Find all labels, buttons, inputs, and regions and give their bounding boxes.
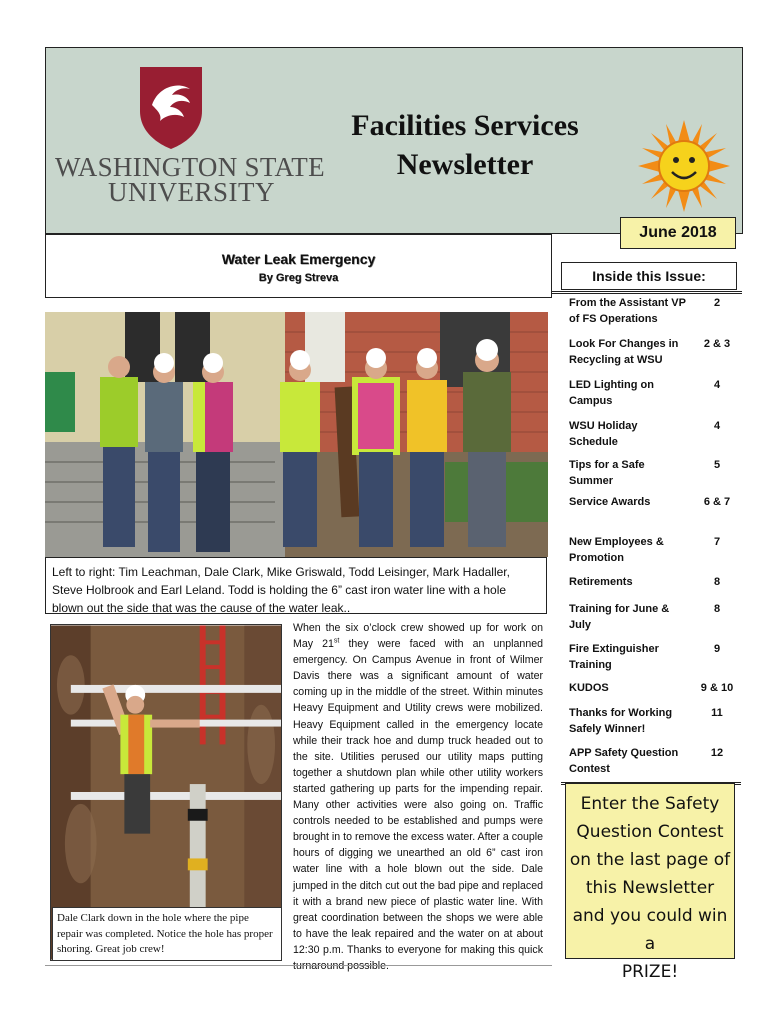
article-title: Water Leak Emergency	[221, 251, 376, 267]
toc-entry-title: New Employees & Promotion	[569, 536, 664, 564]
inside-issue-heading: Inside this Issue:	[561, 262, 737, 290]
toc-entry-title: WSU Holiday Schedule	[569, 420, 638, 448]
toc-entry-title: Fire Extinguisher Training	[569, 643, 659, 671]
toc-entry-page: 8	[713, 576, 721, 588]
contest-line: PRIZE!	[621, 962, 679, 982]
toc-entry-title: Thanks for Working Safely Winner!	[569, 707, 673, 735]
contest-line: and you could win a	[572, 906, 728, 954]
toc-entry-title: Retirements	[569, 576, 633, 588]
contest-line: this Newsletter	[585, 878, 715, 898]
crew-group-photo	[45, 312, 548, 557]
toc-entry-page: 4	[713, 379, 721, 391]
toc-entry-title: Look For Changes in Recycling at WSU	[569, 338, 679, 366]
article-byline: By Greg Streva	[258, 272, 339, 284]
newsletter-title-line2: Newsletter	[396, 148, 534, 181]
toc-entry-page: 5	[713, 459, 721, 471]
smiling-sun-icon	[638, 120, 730, 212]
inside-issue-divider	[552, 291, 742, 294]
contest-line: Question Contest	[576, 822, 724, 842]
toc-entry-title: APP Safety Question Contest	[569, 747, 679, 775]
contest-line: Enter the Safety	[580, 794, 720, 814]
article-body-part2: they were faced with an unplanned emergency. On Campus Avenue in front of Wilmer Davis there was a significant amount of water coming up in the middle of the street. Within minutes Heavy Equipment and Utility crews were mobilized. Heavy Equipment called in the emergency locate while their track hoe and dump truck headed out to the site. Utilities perused our utility maps putting together a shutdown plan while other utility workers started gathering up parts for the impending repair. Many other activities were also going on. Traffic controls needed to be established and pumps were brought in to remove the excess water. After a couple hours of digging we unearthed an old 6” cast iron water line with a hole blown out the side. Dale jumped in the ditch cut out the bad pipe and replaced it with a brand new piece of plastic water line. With great coordination between the shops we were able to have the leak repaired and the water on at about 12:30 p.m. Thanks to everyone for making this quick turnaround possible.	[293, 638, 543, 972]
safety-contest-callout	[565, 783, 735, 982]
contest-line: on the last page of	[569, 850, 731, 870]
toc-entry-page: 7	[713, 536, 721, 548]
article-body-part1: When the six o’clock crew showed up for work on May 21	[293, 622, 543, 651]
ordinal-suffix: st	[333, 637, 340, 645]
toc-entry-page: 9 & 10	[700, 682, 734, 694]
toc-entry-page: 2 & 3	[703, 338, 731, 350]
university-name-line2: UNIVERSITY	[108, 177, 275, 207]
university-name-line1: WASHINGTON STATE	[55, 152, 325, 182]
article-body	[293, 620, 543, 974]
toc-entry-page: 6 & 7	[703, 496, 731, 508]
toc-entry-page: 9	[713, 643, 721, 655]
toc-entry-title: Training for June & July	[569, 603, 670, 631]
toc-entry-page: 8	[713, 603, 721, 615]
wsu-shield-logo	[138, 65, 204, 151]
photo2-caption: Dale Clark down in the hole where the pipe repair was completed. Notice the hole has proper shoring. Great job crew!	[52, 907, 282, 961]
issue-date-badge: June 2018	[620, 217, 736, 249]
toc-entry-page: 11	[711, 707, 723, 719]
toc-entry-title: From the Assistant VP of FS Operations	[569, 297, 686, 325]
toc-entry-title: KUDOS	[569, 682, 609, 694]
toc-entry-page: 2	[713, 297, 721, 309]
toc-entry-page: 12	[710, 747, 724, 759]
photo1-caption: Left to right: Tim Leachman, Dale Clark, Mike Griswald, Todd Leisinger, Mark Hadaller, Steve Holbrook and Earl Leland. Todd is holding the 6” cast iron water line with a hole blown out the side that was the cause of the water leak..	[45, 557, 547, 614]
article-bottom-rule	[45, 965, 552, 966]
newsletter-title-line1: Facilities Services	[351, 109, 579, 142]
toc-entry-page: 4	[713, 420, 721, 432]
toc-entry-title: Service Awards	[569, 496, 651, 508]
toc-entry-title: LED Lighting on Campus	[569, 379, 654, 407]
toc-entry-title: Tips for a Safe Summer	[569, 459, 645, 487]
